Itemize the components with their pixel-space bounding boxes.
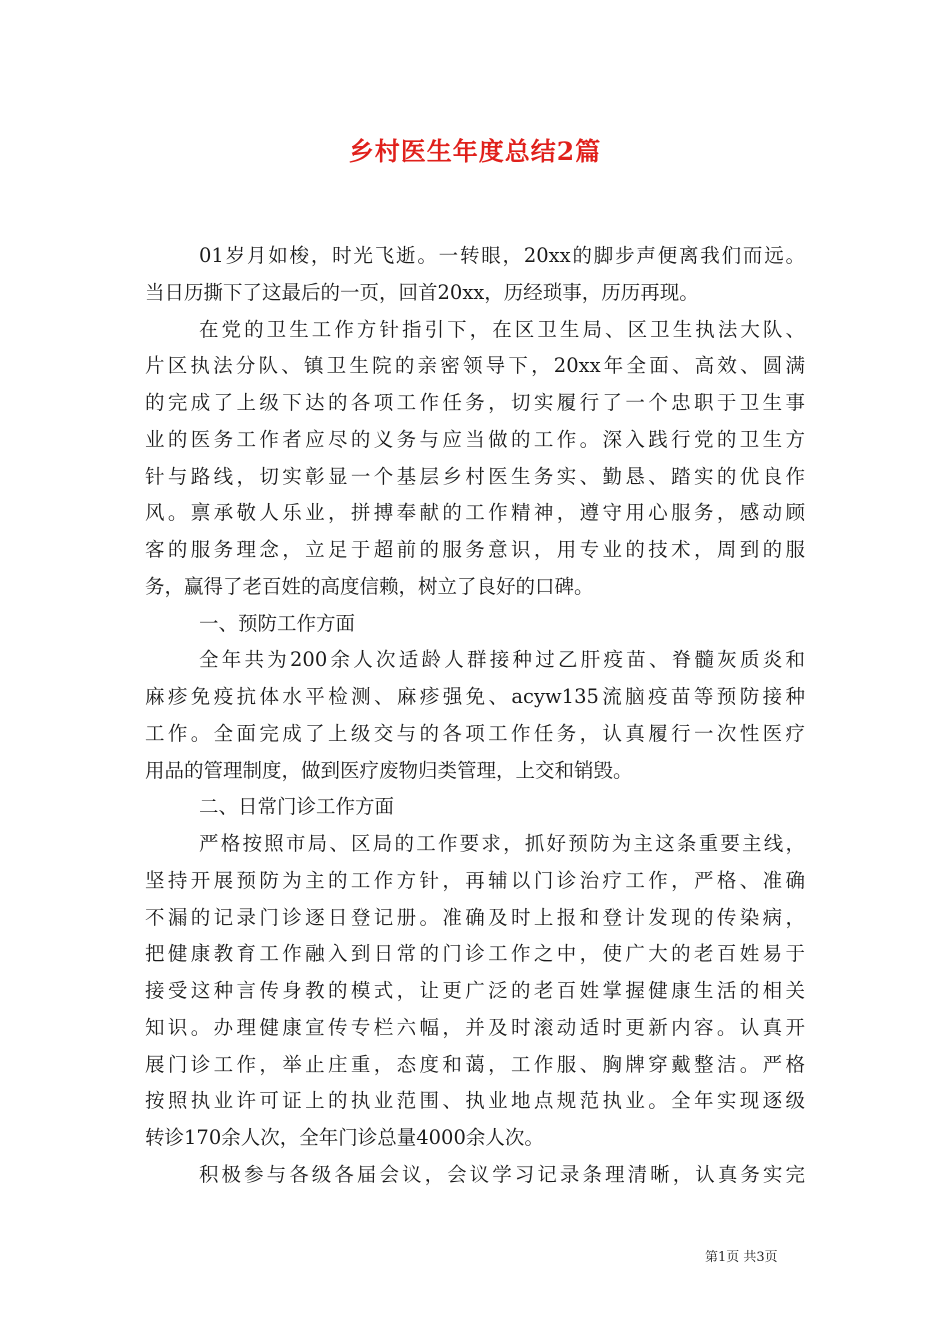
body-line: 积极参与各级各届会议，会议学习记录条理清晰，认真务实完 (199, 1162, 805, 1186)
body-line: 按照执业许可证上的执业范围、执业地点规范执业。全年实现逐级 (145, 1089, 805, 1113)
body-line: 当日历撕下了这最后的一页，回首20xx，历经琐事，历历再现。 (145, 280, 699, 304)
body-line: 风。禀承敬人乐业，拼搏奉献的工作精神，遵守用心服务，感动顾 (145, 501, 805, 525)
body-line: 二、日常门诊工作方面 (199, 795, 395, 819)
body-line: 不漏的记录门诊逐日登记册。准确及时上报和登计发现的传染病， (145, 905, 805, 929)
body-line: 严格按照市局、区局的工作要求，抓好预防为主这条重要主线， (199, 832, 805, 855)
body-line: 客的服务理念，立足于超前的服务意识，用专业的技术，周到的服 (145, 538, 805, 561)
body-line: 在党的卫生工作方针指引下，在区卫生局、区卫生执法大队、 (199, 317, 805, 341)
body-line: 转诊170余人次，全年门诊总量4000余人次。 (145, 1126, 544, 1149)
body-line: 把健康教育工作融入到日常的门诊工作之中，使广大的老百姓易于 (145, 942, 805, 966)
body-line: 业的医务工作者应尽的义务与应当做的工作。深入践行党的卫生方 (145, 427, 805, 451)
body-line: 01岁月如梭，时光飞逝。一转眼，20xx的脚步声便离我们而远。 (199, 244, 805, 267)
document-body (145, 238, 805, 1194)
body-line: 接受这种言传身教的模式，让更广泛的老百姓掌握健康生活的相关 (145, 979, 805, 1002)
body-line: 知识。办理健康宣传专栏六幅，并及时滚动适时更新内容。认真开 (145, 1015, 805, 1039)
body-line: 麻疹免疫抗体水平检测、麻疹强免、acyw135流脑疫苗等预防接种 (145, 685, 805, 708)
body-line: 一、预防工作方面 (199, 611, 356, 635)
body-line: 展门诊工作，举止庄重，态度和蔼，工作服、胸牌穿戴整洁。严格 (145, 1052, 805, 1076)
page-number: 第1页 共3页 (705, 1250, 778, 1265)
body-line: 坚持开展预防为主的工作方针，再辅以门诊治疗工作，严格、准确 (145, 868, 805, 892)
body-line: 的完成了上级下达的各项工作任务，切实履行了一个忠职于卫生事 (145, 391, 805, 414)
body-line: 用品的管理制度，做到医疗废物归类管理，上交和销毁。 (145, 758, 633, 782)
body-line: 针与路线，切实彰显一个基层乡村医生务实、勤恳、踏实的优良作 (145, 464, 805, 488)
body-line: 工作。全面完成了上级交与的各项工作任务，认真履行一次性医疗 (145, 721, 805, 745)
body-line: 全年共为200余人次适龄人群接种过乙肝疫苗、脊髓灰质炎和 (199, 648, 805, 672)
body-line: 务，赢得了老百姓的高度信赖，树立了良好的口碑。 (145, 574, 594, 598)
document-title: 乡村医生年度总结2篇 (348, 137, 602, 166)
body-line: 片区执法分队、镇卫生院的亲密领导下，20xx年全面、高效、圆满 (145, 354, 805, 378)
